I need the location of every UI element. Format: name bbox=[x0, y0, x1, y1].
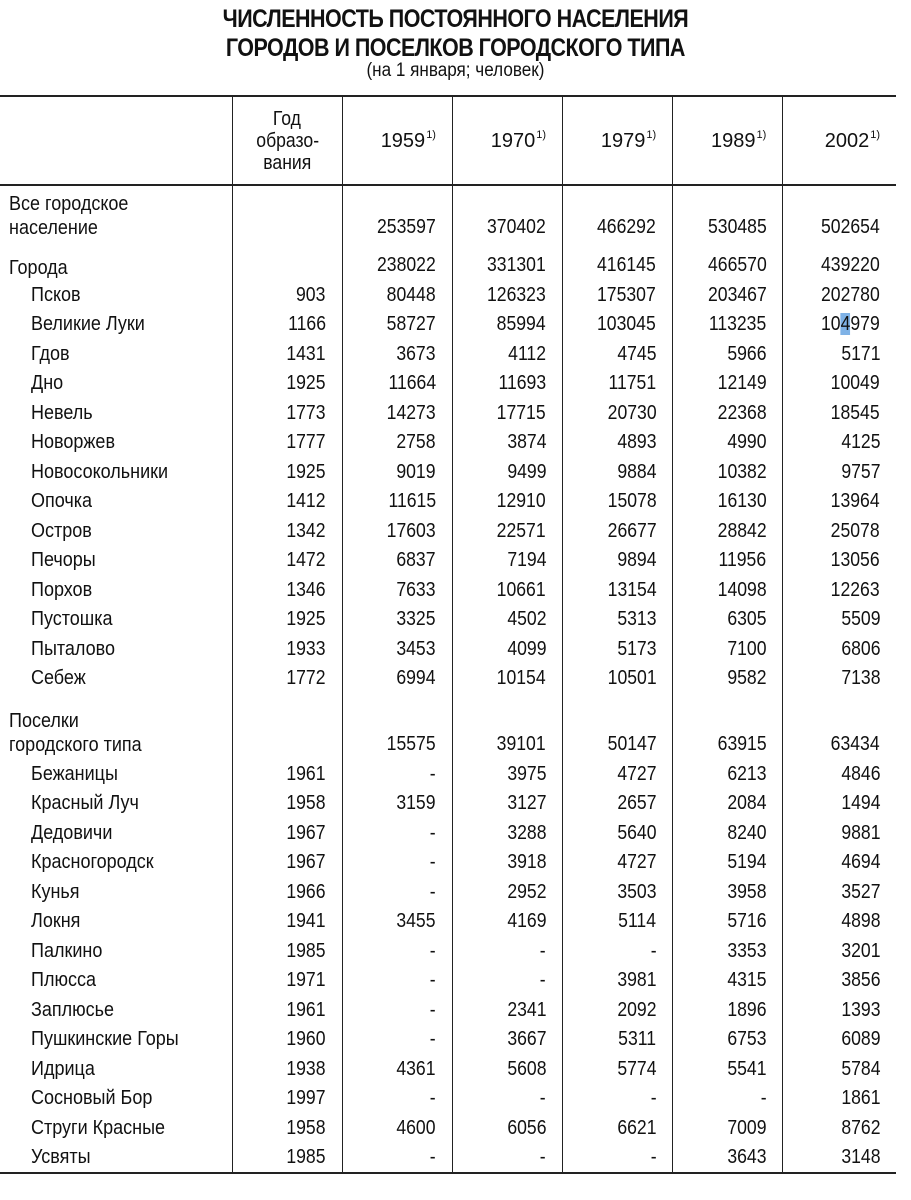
row-label: Пыталово bbox=[31, 637, 116, 660]
cell-1979: 4727 bbox=[563, 848, 673, 878]
cell-1959: 3453 bbox=[342, 634, 452, 664]
row-label: Себеж bbox=[31, 667, 86, 689]
cell-1959: 253597 bbox=[342, 185, 452, 242]
cell-1970: 3667 bbox=[452, 1025, 562, 1055]
cell-1959: 4600 bbox=[342, 1113, 452, 1143]
cell-founded: 1985 bbox=[232, 1143, 342, 1174]
cell-founded: 1925 bbox=[232, 605, 342, 635]
table-row bbox=[0, 516, 896, 546]
cell-1959: - bbox=[342, 848, 452, 878]
cell-founded: 1967 bbox=[232, 818, 342, 848]
header-founded-line2: образо- bbox=[255, 129, 319, 152]
cell-1989: 4315 bbox=[673, 966, 783, 996]
cell-founded bbox=[232, 242, 342, 280]
row-label: Новоржев bbox=[31, 431, 116, 453]
row-label: Струги Красные bbox=[31, 1116, 166, 1139]
row-label: Порхов bbox=[31, 578, 93, 601]
cell-2002: 8762 bbox=[783, 1113, 896, 1143]
cell-1989: 6753 bbox=[673, 1025, 783, 1055]
row-label bbox=[0, 693, 232, 759]
cell-1959: 3455 bbox=[342, 907, 452, 937]
cell-1970: 4169 bbox=[452, 907, 562, 937]
cell-1989: 8240 bbox=[673, 818, 783, 848]
cell-1970: - bbox=[452, 936, 562, 966]
cell-1970: 39101 bbox=[452, 693, 562, 759]
cell-1959: - bbox=[342, 1143, 452, 1174]
cell-2002: 13964 bbox=[783, 487, 896, 517]
row-label: Сосновый Бор bbox=[31, 1087, 153, 1109]
table-row bbox=[0, 1143, 896, 1174]
cell-1989: 11956 bbox=[673, 546, 783, 576]
cell-1959: 6837 bbox=[342, 546, 452, 576]
row-label: Невель bbox=[31, 401, 93, 424]
cell-1959: 238022 bbox=[342, 242, 452, 280]
cell-1970: 11693 bbox=[452, 369, 562, 399]
cell-1970: 3288 bbox=[452, 818, 562, 848]
cell-1970: - bbox=[452, 966, 562, 996]
row-label: Красный Луч bbox=[31, 792, 139, 814]
table-row bbox=[0, 369, 896, 399]
cell-1989: 2084 bbox=[673, 789, 783, 819]
header-year-2002 bbox=[783, 96, 896, 185]
cell-1989: 113235 bbox=[673, 310, 783, 340]
cell-2002: 5171 bbox=[783, 339, 896, 369]
row-label-line1: Все городское bbox=[9, 193, 129, 215]
cell-1989: 5716 bbox=[673, 907, 783, 937]
row-all-urban-total bbox=[0, 185, 896, 242]
cell-founded: 1961 bbox=[232, 995, 342, 1025]
cell-founded: 1342 bbox=[232, 516, 342, 546]
cell-2002: 18545 bbox=[783, 398, 896, 428]
cell-1970: 3975 bbox=[452, 759, 562, 789]
cell-1959: 80448 bbox=[342, 280, 452, 310]
cell-1959: - bbox=[342, 1025, 452, 1055]
cell-1970: 12910 bbox=[452, 487, 562, 517]
cell-1959: - bbox=[342, 995, 452, 1025]
cell-1989: 14098 bbox=[673, 575, 783, 605]
cell-founded: 1960 bbox=[232, 1025, 342, 1055]
cell-1979: 9884 bbox=[563, 457, 673, 487]
cell-founded: 1925 bbox=[232, 369, 342, 399]
row-label: Печоры bbox=[31, 549, 96, 571]
row-label: Палкино bbox=[31, 939, 103, 962]
cell-1979: - bbox=[563, 1143, 673, 1174]
cell-2002: 3201 bbox=[783, 936, 896, 966]
cell-1959: 3159 bbox=[342, 789, 452, 819]
cell-1979: 416145 bbox=[563, 242, 673, 280]
table-row bbox=[0, 310, 896, 340]
row-label: Дедовичи bbox=[31, 821, 113, 844]
row-label: Локня bbox=[31, 910, 81, 932]
cell-1979: 2092 bbox=[563, 995, 673, 1025]
table-row bbox=[0, 487, 896, 517]
table-header-row bbox=[0, 96, 896, 185]
cell-1959: 7633 bbox=[342, 575, 452, 605]
cell-2002: 1393 bbox=[783, 995, 896, 1025]
cell-2002: 4846 bbox=[783, 759, 896, 789]
cell-1970: 4502 bbox=[452, 605, 562, 635]
cell-2002: 6806 bbox=[783, 634, 896, 664]
table-row bbox=[0, 457, 896, 487]
table-row bbox=[0, 1025, 896, 1055]
table-row bbox=[0, 1113, 896, 1143]
cell-founded: 1941 bbox=[232, 907, 342, 937]
cell-1979: 9894 bbox=[563, 546, 673, 576]
cell-founded: 1971 bbox=[232, 966, 342, 996]
row-label: Пустошка bbox=[31, 608, 113, 630]
cell-2002: 202780 bbox=[783, 280, 896, 310]
cell-2002: 25078 bbox=[783, 516, 896, 546]
cell-1959: 9019 bbox=[342, 457, 452, 487]
cell-1970: 2952 bbox=[452, 877, 562, 907]
table-row bbox=[0, 546, 896, 576]
header-year-label: 1970 bbox=[490, 129, 536, 152]
cell-2002: 4898 bbox=[783, 907, 896, 937]
cell-1979: 50147 bbox=[563, 693, 673, 759]
cell-1959: 3325 bbox=[342, 605, 452, 635]
cell-1959: - bbox=[342, 877, 452, 907]
cell-1979: 13154 bbox=[563, 575, 673, 605]
row-label: Плюсса bbox=[31, 969, 96, 991]
row-label bbox=[0, 185, 232, 242]
cell-1979: 6621 bbox=[563, 1113, 673, 1143]
cell-1979: - bbox=[563, 936, 673, 966]
cell-founded: 1967 bbox=[232, 848, 342, 878]
row-label: Дно bbox=[31, 372, 64, 394]
table-row bbox=[0, 280, 896, 310]
row-label-line2: население bbox=[9, 217, 98, 239]
footnote-mark: 1) bbox=[646, 128, 657, 141]
cell-1959: 58727 bbox=[342, 310, 452, 340]
cell-1989: 3958 bbox=[673, 877, 783, 907]
cell-founded bbox=[232, 185, 342, 242]
row-label-line2: городского типа bbox=[9, 734, 142, 756]
cell-1970: 10154 bbox=[452, 664, 562, 694]
cell-1989: 3643 bbox=[673, 1143, 783, 1174]
cell-1979: 103045 bbox=[563, 310, 673, 340]
text-selection-highlight: 4 bbox=[840, 313, 851, 335]
cell-2002: 3856 bbox=[783, 966, 896, 996]
row-label: Идрица bbox=[31, 1057, 95, 1080]
cell-2002: 3148 bbox=[783, 1143, 896, 1174]
cell-1959: 6994 bbox=[342, 664, 452, 694]
cell-2002: 4694 bbox=[783, 848, 896, 878]
cell-1959: 11664 bbox=[342, 369, 452, 399]
table-row bbox=[0, 848, 896, 878]
cell-1989: 6213 bbox=[673, 759, 783, 789]
cell-2002: 9881 bbox=[783, 818, 896, 848]
header-year-1959 bbox=[342, 96, 452, 185]
cell-1970: 3918 bbox=[452, 848, 562, 878]
cell-1989: 7100 bbox=[673, 634, 783, 664]
footnote-mark: 1) bbox=[536, 128, 547, 141]
row-cities-total bbox=[0, 242, 896, 280]
cell-1959: 11615 bbox=[342, 487, 452, 517]
cell-1959: - bbox=[342, 759, 452, 789]
cell-1970: 126323 bbox=[452, 280, 562, 310]
table-row bbox=[0, 605, 896, 635]
cell-1989: 10382 bbox=[673, 457, 783, 487]
cell-2002: 439220 bbox=[783, 242, 896, 280]
cell-1989: 1896 bbox=[673, 995, 783, 1025]
cell-founded: 1938 bbox=[232, 1054, 342, 1084]
cell-1959: 14273 bbox=[342, 398, 452, 428]
cell-1979: 4727 bbox=[563, 759, 673, 789]
cell-1959: 17603 bbox=[342, 516, 452, 546]
row-label-line1: Поселки bbox=[9, 710, 79, 732]
cell-founded: 1933 bbox=[232, 634, 342, 664]
cell-founded: 903 bbox=[232, 280, 342, 310]
header-year-1970 bbox=[452, 96, 562, 185]
cell-2002: 104979 bbox=[783, 310, 896, 340]
cell-1959: - bbox=[342, 818, 452, 848]
row-label: Города bbox=[9, 257, 68, 279]
population-table bbox=[0, 95, 896, 1174]
cell-1989: 4990 bbox=[673, 428, 783, 458]
cell-1989: 9582 bbox=[673, 664, 783, 694]
cell-1970: 9499 bbox=[452, 457, 562, 487]
footnote-mark: 1) bbox=[870, 128, 880, 141]
row-label: Заплюсье bbox=[31, 998, 115, 1021]
cell-founded: 1997 bbox=[232, 1084, 342, 1114]
cell-1979: 5311 bbox=[563, 1025, 673, 1055]
row-label: Остров bbox=[31, 519, 92, 542]
table-row bbox=[0, 634, 896, 664]
document-title-line-1: ЧИСЛЕННОСТЬ ПОСТОЯННОГО НАСЕЛЕНИЯ bbox=[222, 5, 689, 33]
cell-1989: 7009 bbox=[673, 1113, 783, 1143]
cell-2002: 12263 bbox=[783, 575, 896, 605]
document-title-line-2: ГОРОДОВ И ПОСЕЛКОВ ГОРОДСКОГО ТИПА bbox=[225, 34, 685, 62]
cell-1970: 6056 bbox=[452, 1113, 562, 1143]
cell-1970: - bbox=[452, 1143, 562, 1174]
cell-2002: 502654 bbox=[783, 185, 896, 242]
table-row bbox=[0, 398, 896, 428]
cell-1959: - bbox=[342, 1084, 452, 1114]
table-row bbox=[0, 1084, 896, 1114]
header-year-label: 1959 bbox=[380, 129, 426, 152]
cell-1970: 7194 bbox=[452, 546, 562, 576]
cell-2002: 6089 bbox=[783, 1025, 896, 1055]
table-row bbox=[0, 936, 896, 966]
cell-1979: 5774 bbox=[563, 1054, 673, 1084]
cell-1970: 3874 bbox=[452, 428, 562, 458]
cell-1979: 20730 bbox=[563, 398, 673, 428]
row-label: Опочка bbox=[31, 490, 93, 512]
cell-founded: 1412 bbox=[232, 487, 342, 517]
footnote-mark: 1) bbox=[426, 128, 436, 141]
table-row bbox=[0, 759, 896, 789]
cell-1979: 3503 bbox=[563, 877, 673, 907]
cell-1989: 5541 bbox=[673, 1054, 783, 1084]
row-label: Бежаницы bbox=[31, 762, 118, 785]
cell-1970: 331301 bbox=[452, 242, 562, 280]
cell-founded: 1472 bbox=[232, 546, 342, 576]
cell-1989: 466570 bbox=[673, 242, 783, 280]
cell-1979: 4745 bbox=[563, 339, 673, 369]
cell-1979: 5173 bbox=[563, 634, 673, 664]
cell-1979: 5640 bbox=[563, 818, 673, 848]
cell-founded: 1772 bbox=[232, 664, 342, 694]
footnote-mark: 1) bbox=[756, 128, 767, 141]
cell-2002: 3527 bbox=[783, 877, 896, 907]
cell-1970: 22571 bbox=[452, 516, 562, 546]
header-year-label: 1989 bbox=[711, 129, 756, 152]
cell-1979: 11751 bbox=[563, 369, 673, 399]
cell-1959: 2758 bbox=[342, 428, 452, 458]
cell-2002: 1861 bbox=[783, 1084, 896, 1114]
header-year-label: 2002 bbox=[824, 129, 870, 152]
cell-founded: 1431 bbox=[232, 339, 342, 369]
row-label: Усвяты bbox=[0, 1143, 232, 1174]
cell-1989: 22368 bbox=[673, 398, 783, 428]
cell-1989: 16130 bbox=[673, 487, 783, 517]
cell-1979: 26677 bbox=[563, 516, 673, 546]
cell-1979: 466292 bbox=[563, 185, 673, 242]
cell-1979: 5313 bbox=[563, 605, 673, 635]
cell-1970: - bbox=[452, 1084, 562, 1114]
header-founded-line3: вания bbox=[263, 151, 312, 174]
cell-founded: 1966 bbox=[232, 877, 342, 907]
cell-1979: 15078 bbox=[563, 487, 673, 517]
cell-1979: 5114 bbox=[563, 907, 673, 937]
cell-1979: 2657 bbox=[563, 789, 673, 819]
cell-1989: - bbox=[673, 1084, 783, 1114]
cell-2002: 10049 bbox=[783, 369, 896, 399]
row-label: Новосокольники bbox=[31, 460, 169, 483]
table-row bbox=[0, 1054, 896, 1084]
cell-1970: 5608 bbox=[452, 1054, 562, 1084]
table-row bbox=[0, 966, 896, 996]
header-year-label: 1979 bbox=[600, 129, 646, 152]
cell-1959: 15575 bbox=[342, 693, 452, 759]
cell-founded: 1985 bbox=[232, 936, 342, 966]
document-subtitle: (на 1 января; человек) bbox=[366, 60, 545, 81]
row-label: Пушкинские Горы bbox=[31, 1028, 179, 1050]
cell-1989: 203467 bbox=[673, 280, 783, 310]
table-row bbox=[0, 818, 896, 848]
cell-founded: 1961 bbox=[232, 759, 342, 789]
cell-1970: 10661 bbox=[452, 575, 562, 605]
row-label: Красногородск bbox=[31, 851, 154, 873]
cell-1989: 5966 bbox=[673, 339, 783, 369]
cell-1970: 4099 bbox=[452, 634, 562, 664]
cell-2002: 5509 bbox=[783, 605, 896, 635]
table-row bbox=[0, 428, 896, 458]
row-label: Гдов bbox=[31, 342, 70, 365]
cell-founded bbox=[232, 693, 342, 759]
cell-1989: 12149 bbox=[673, 369, 783, 399]
table-row bbox=[0, 664, 896, 694]
cell-2002: 4125 bbox=[783, 428, 896, 458]
cell-1970: 4112 bbox=[452, 339, 562, 369]
cell-1970: 3127 bbox=[452, 789, 562, 819]
row-label: Великие Луки bbox=[31, 313, 145, 335]
row-settlements-total bbox=[0, 693, 896, 759]
cell-2002: 13056 bbox=[783, 546, 896, 576]
table-row bbox=[0, 789, 896, 819]
cell-2002: 5784 bbox=[783, 1054, 896, 1084]
table-row bbox=[0, 995, 896, 1025]
table-row bbox=[0, 575, 896, 605]
cell-1989: 530485 bbox=[673, 185, 783, 242]
header-founded-line1: Год bbox=[273, 107, 302, 130]
header-year-1979 bbox=[563, 96, 673, 185]
cell-1989: 28842 bbox=[673, 516, 783, 546]
row-label: Кунья bbox=[31, 880, 80, 903]
cell-1959: 3673 bbox=[342, 339, 452, 369]
table-row bbox=[0, 877, 896, 907]
cell-2002: 1494 bbox=[783, 789, 896, 819]
cell-founded: 1958 bbox=[232, 1113, 342, 1143]
cell-founded: 1777 bbox=[232, 428, 342, 458]
cell-founded: 1346 bbox=[232, 575, 342, 605]
cell-1979: - bbox=[563, 1084, 673, 1114]
cell-1970: 370402 bbox=[452, 185, 562, 242]
cell-founded: 1925 bbox=[232, 457, 342, 487]
cell-1989: 6305 bbox=[673, 605, 783, 635]
header-founded-year bbox=[232, 96, 342, 185]
cell-2002: 7138 bbox=[783, 664, 896, 694]
cell-2002: 9757 bbox=[783, 457, 896, 487]
cell-founded: 1773 bbox=[232, 398, 342, 428]
cell-1959: - bbox=[342, 966, 452, 996]
cell-1959: 4361 bbox=[342, 1054, 452, 1084]
table-row bbox=[0, 907, 896, 937]
cell-1970: 85994 bbox=[452, 310, 562, 340]
cell-1989: 63915 bbox=[673, 693, 783, 759]
cell-1979: 175307 bbox=[563, 280, 673, 310]
cell-1979: 4893 bbox=[563, 428, 673, 458]
cell-founded: 1166 bbox=[232, 310, 342, 340]
table-row bbox=[0, 339, 896, 369]
header-name bbox=[0, 96, 232, 185]
cell-1989: 3353 bbox=[673, 936, 783, 966]
row-label: Псков bbox=[31, 283, 81, 306]
cell-2002: 63434 bbox=[783, 693, 896, 759]
cell-1970: 17715 bbox=[452, 398, 562, 428]
cell-1979: 3981 bbox=[563, 966, 673, 996]
cell-1959: - bbox=[342, 936, 452, 966]
cell-1979: 10501 bbox=[563, 664, 673, 694]
cell-founded: 1958 bbox=[232, 789, 342, 819]
cell-1989: 5194 bbox=[673, 848, 783, 878]
header-year-1989 bbox=[673, 96, 783, 185]
cell-1970: 2341 bbox=[452, 995, 562, 1025]
